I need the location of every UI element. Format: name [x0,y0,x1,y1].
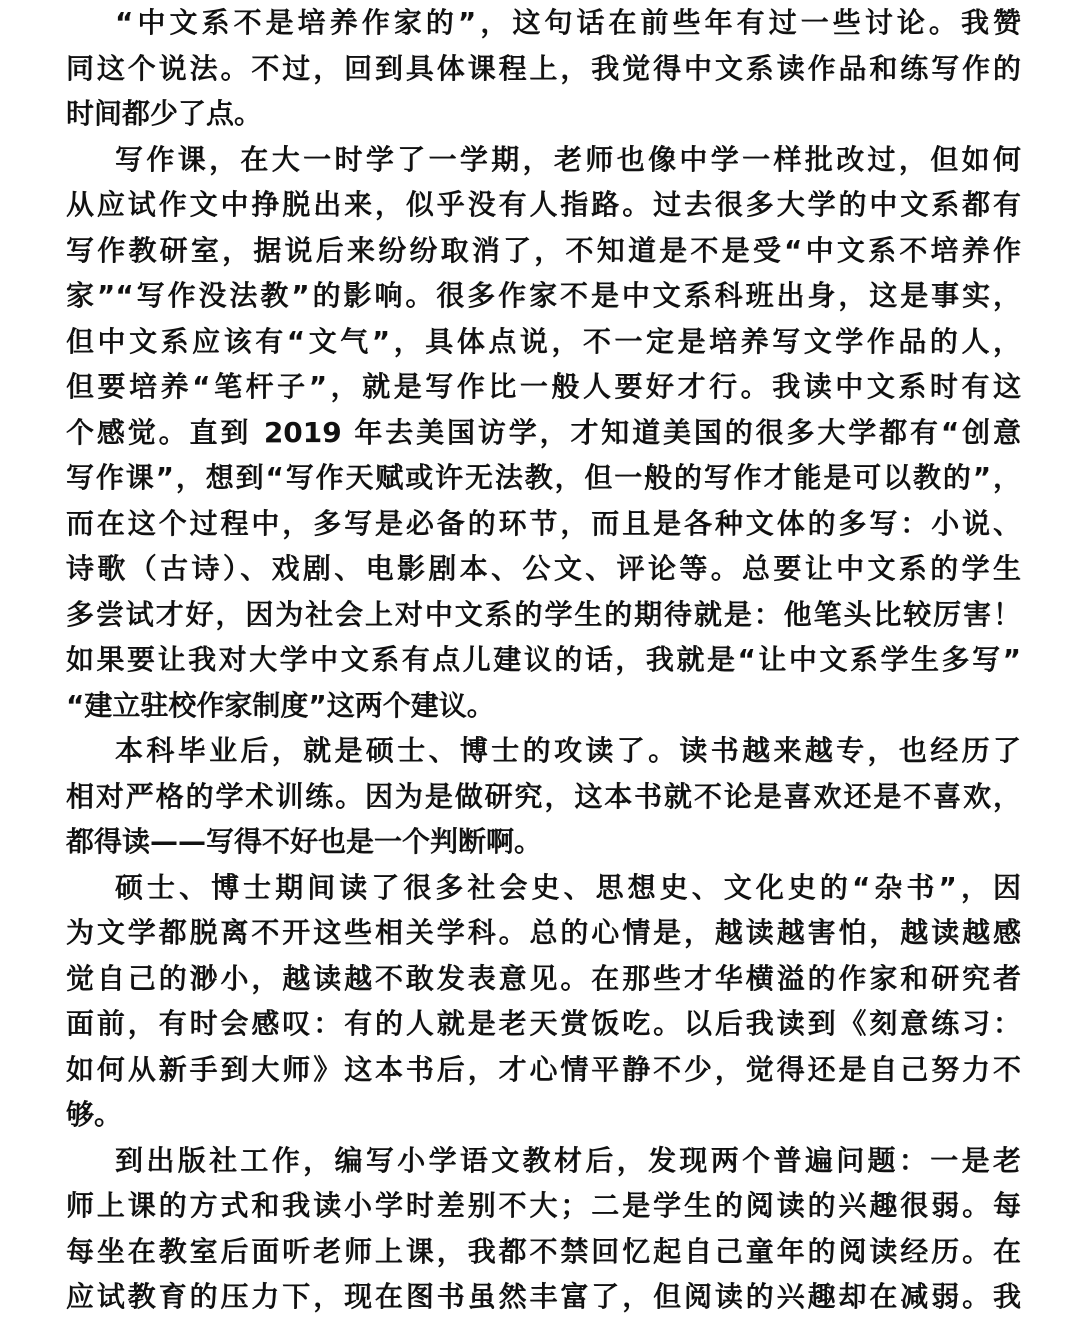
text-line: 多尝试才好，因为社会上对中文系的学生的期待就是：他笔头比较厉害！ [66,597,1021,631]
text-line: 够。 [66,1098,123,1131]
text-line: 面前，有时会感叹：有的人就是老天赏饭吃。以后我读到《刻意练习： [66,1007,1021,1040]
paragraph [66,865,1021,1138]
text-line: 应试教育的压力下，现在图书虽然丰富了，但阅读的兴趣却在减弱。我 [66,1280,1021,1313]
text-line: 为文学都脱离不开这些相关学科。总的心情是，越读越害怕，越读越感 [66,916,1021,949]
text-line: 时间都少了点。 [66,97,263,130]
text-line: “中文系不是培养作家的”，这句话在前些年有过一些讨论。我赞 [115,6,1021,39]
text-line: 同这个说法。不过，回到具体课程上，我觉得中文系读作品和练写作的 [66,51,1021,85]
text-line: 从应试作文中挣脱出来，似乎没有人指路。过去很多大学的中文系都有 [66,188,1021,221]
text-line: 师上课的方式和我读小学时差别不大；二是学生的阅读的兴趣很弱。每 [66,1189,1021,1222]
text-line: 个感觉。直到 2019 年去美国访学，才知道美国的很多大学都有“创意 [66,415,1021,449]
paragraph [66,728,1021,865]
text-line: 家”“写作没法教”的影响。很多作家不是中文系科班出身，这是事实， [66,279,1021,312]
paragraph [66,137,1021,729]
text-line: 硕士、博士期间读了很多社会史、思想史、文化史的“杂书”，因 [115,870,1021,904]
paragraph [66,1138,1021,1320]
paragraph [66,0,1021,137]
text-line: 写作课”，想到“写作天赋或许无法教，但一般的写作才能是可以教的”， [66,461,1021,494]
text-line: 每坐在教室后面听老师上课，我都不禁回忆起自己童年的阅读经历。在 [66,1234,1021,1268]
text-line: 如何从新手到大师》这本书后，才心情平静不少，觉得还是自己努力不 [66,1052,1021,1086]
text-line: 本科毕业后，就是硕士、博士的攻读了。读书越来越专，也经历了 [115,734,1021,767]
text-line: 诗歌（古诗）、戏剧、电影剧本、公文、评论等。总要让中文系的学生 [66,552,1021,585]
text-line: 写作课，在大一时学了一学期，老师也像中学一样批改过，但如何 [115,142,1021,176]
text-line: 但要培养“笔杆子”，就是写作比一般人要好才行。我读中文系时有这 [66,370,1021,403]
text-line: 都得读——写得不好也是一个判断啊。 [66,825,543,858]
text-line: 而在这个过程中，多写是必备的环节，而且是各种文体的多写：小说、 [66,506,1021,540]
text-line: “建立驻校作家制度”这两个建议。 [66,688,495,722]
text-line: 到出版社工作，编写小学语文教材后，发现两个普遍问题：一是老 [115,1143,1021,1177]
text-line: 但中文系应该有“文气”，具体点说，不一定是培养写文学作品的人， [66,324,1021,358]
article-body [66,0,1021,1320]
text-line: 觉自己的渺小，越读越不敢发表意见。在那些才华横溢的作家和研究者 [66,961,1021,995]
text-line: 相对严格的学术训练。因为是做研究，这本书就不论是喜欢还是不喜欢， [66,779,1021,813]
text-line: 如果要让我对大学中文系有点儿建议的话，我就是“让中文系学生多写” [66,643,1021,676]
text-line: 写作教研室，据说后来纷纷取消了，不知道是不是受“中文系不培养作 [66,233,1021,267]
